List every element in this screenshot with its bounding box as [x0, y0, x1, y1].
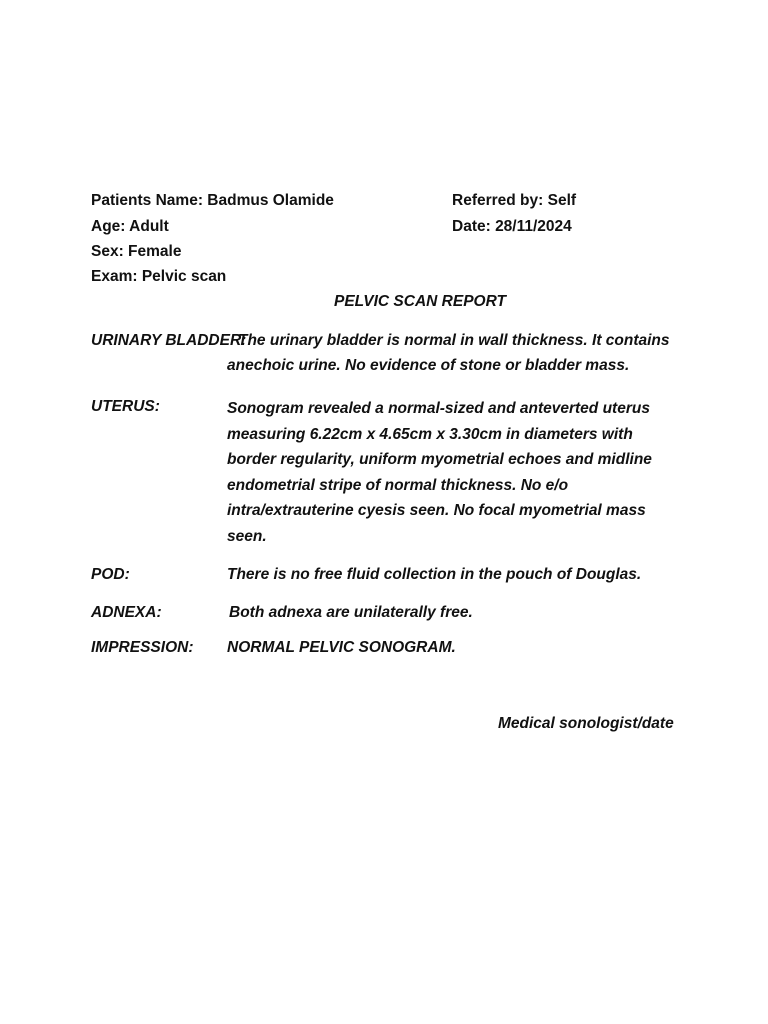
signature-line: Medical sonologist/date — [498, 715, 674, 732]
uterus-line: Sonogram revealed a normal-sized and anteverted uterus — [227, 400, 650, 417]
report-title: PELVIC SCAN REPORT — [334, 293, 506, 310]
patient-age: Age: Adult — [91, 218, 169, 235]
adnexa-label: ADNEXA: — [91, 604, 162, 621]
pod-findings: There is no free fluid collection in the pouch of Douglas. — [227, 566, 642, 583]
bladder-line-1: The urinary bladder is normal in wall thickness. It contains — [238, 332, 670, 349]
uterus-line: endometrial stripe of normal thickness. No e/o — [227, 476, 569, 494]
exam-type: Exam: Pelvic scan — [91, 268, 227, 285]
bladder-label: URINARY BLADDER: — [91, 332, 247, 349]
uterus-line: seen. — [227, 527, 267, 545]
uterus-line: border regularity, uniform myometrial echoes and midline — [227, 451, 652, 468]
uterus-line: measuring 6.22cm x 4.65cm x 3.30cm in diameters with — [227, 425, 633, 443]
report-date: Date: 28/11/2024 — [452, 218, 572, 235]
bladder-line-2: anechoic urine. No evidence of stone or bladder mass. — [227, 357, 630, 374]
uterus-findings — [227, 396, 652, 549]
referred-by: Referred by: Self — [452, 192, 577, 209]
uterus-line: intra/extrauterine cyesis seen. No focal myometrial mass — [227, 502, 646, 519]
uterus-label: UTERUS: — [91, 398, 160, 415]
patient-name: Patients Name: Badmus Olamide — [91, 192, 334, 209]
patient-sex: Sex: Female — [91, 243, 182, 260]
impression-text: NORMAL PELVIC SONOGRAM. — [227, 639, 456, 656]
impression-label: IMPRESSION: — [91, 639, 194, 656]
pod-label: POD: — [91, 566, 130, 583]
adnexa-findings: Both adnexa are unilaterally free. — [229, 604, 473, 621]
